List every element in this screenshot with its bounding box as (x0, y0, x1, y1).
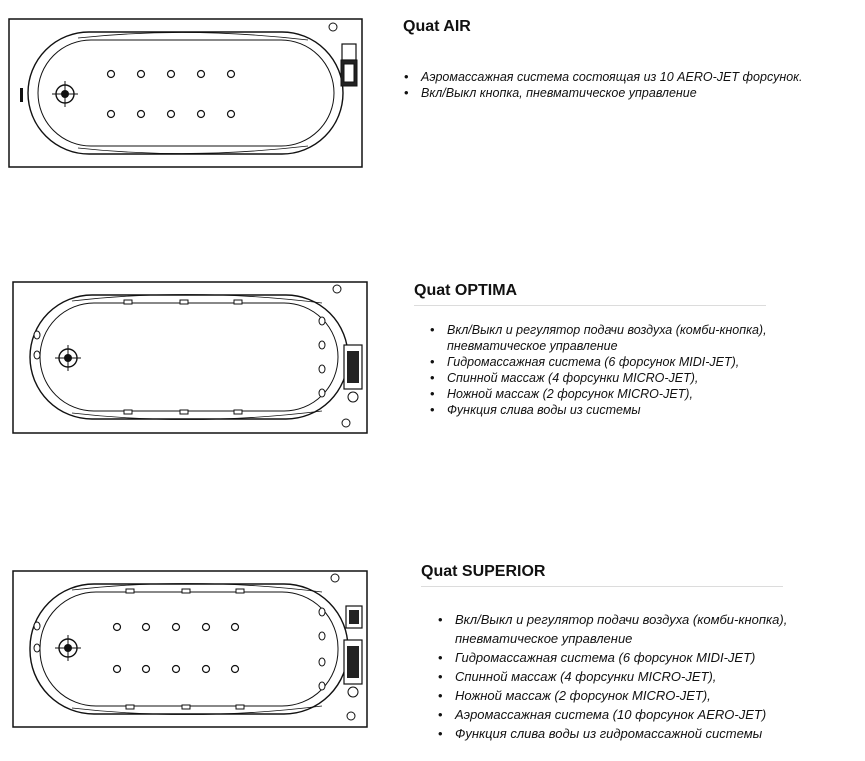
feature-item: • Аэромассажная система (10 форсунок AERO-JET) (438, 705, 787, 724)
product-title-optima: Quat OPTIMA (414, 282, 518, 299)
feature-item: пневматическое управление (455, 631, 633, 646)
bathtub-optima-drawing (12, 281, 370, 437)
feature-item: • Функция слива воды из системы (430, 402, 767, 418)
bathtub-superior-drawing (12, 570, 370, 732)
feature-list-optima (430, 322, 767, 418)
feature-item: • Спинной массаж (4 форсунки MICRO-JET), (438, 667, 787, 686)
product-title-air: Quat AIR (403, 18, 471, 35)
feature-item: • Вкл/Выкл и регулятор подачи воздуха (комби-кнопка), (438, 610, 787, 629)
feature-list-superior (438, 610, 787, 743)
feature-item: • Ножной массаж (2 форсунок MICRO-JET), (430, 386, 767, 402)
bathtub-optima-diagram (12, 281, 370, 437)
feature-item: • Вкл/Выкл и регулятор подачи воздуха (комби-кнопка), (430, 322, 767, 338)
feature-list-air (404, 69, 803, 101)
feature-item: • Функция слива воды из гидромассажной системы (438, 724, 787, 743)
bathtub-air-drawing (8, 18, 364, 170)
feature-item: • Гидромассажная система (6 форсунок MIDI-JET), (430, 354, 767, 370)
feature-item: • Вкл/Выкл кнопка, пневматическое управление (404, 85, 803, 101)
title-underline (414, 305, 766, 306)
feature-item: • Гидромассажная система (6 форсунок MIDI-JET) (438, 648, 787, 667)
bathtub-superior-diagram (12, 570, 370, 732)
title-underline (421, 586, 783, 587)
feature-item: • Аэромассажная система состоящая из 10 AERO-JET форсунок. (404, 69, 803, 85)
product-title-superior: Quat SUPERIOR (421, 563, 546, 580)
feature-item: пневматическое управление (447, 339, 618, 353)
feature-item: • Ножной массаж (2 форсунок MICRO-JET), (438, 686, 787, 705)
bathtub-air-diagram (8, 18, 364, 170)
feature-item: • Спинной массаж (4 форсунки MICRO-JET), (430, 370, 767, 386)
